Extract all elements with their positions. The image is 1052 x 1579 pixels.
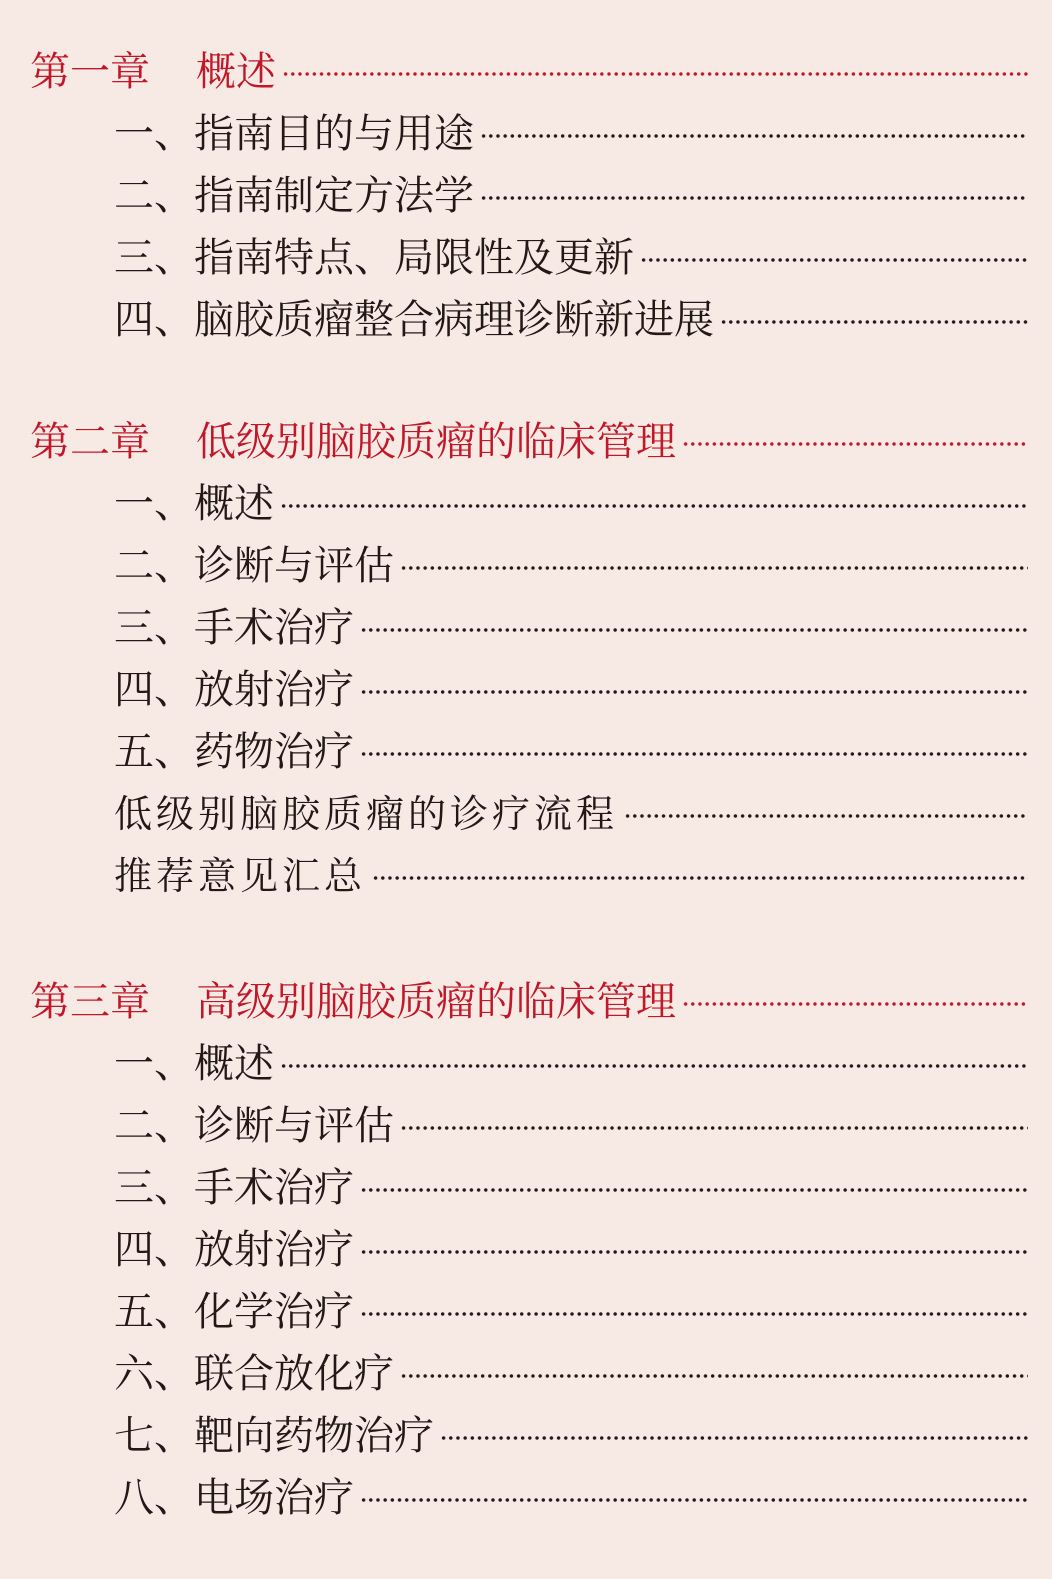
dot-leader bbox=[360, 1497, 1028, 1503]
entry-label: 五、化学治疗 bbox=[114, 1288, 354, 1335]
chapter-3-entry-4[interactable] bbox=[114, 1218, 1028, 1274]
dot-leader bbox=[360, 627, 1028, 633]
dot-leader bbox=[480, 195, 1028, 201]
chapter-2-heading[interactable] bbox=[30, 410, 1028, 466]
chapter-1-entry-3[interactable] bbox=[114, 226, 1028, 282]
dot-leader bbox=[282, 71, 1028, 77]
chapter-3-entry-6[interactable] bbox=[114, 1342, 1028, 1398]
entry-label: 低级别脑胶质瘤的诊疗流程 bbox=[114, 791, 619, 836]
chapter-2-title: 低级别脑胶质瘤的临床管理 bbox=[196, 418, 676, 465]
entry-label: 二、诊断与评估 bbox=[114, 542, 394, 589]
chapter-1-entry-2[interactable] bbox=[114, 164, 1028, 220]
chapter-2-entry-2[interactable] bbox=[114, 534, 1028, 590]
dot-leader bbox=[640, 257, 1028, 263]
entry-label: 四、放射治疗 bbox=[114, 1226, 354, 1273]
dot-leader bbox=[280, 1063, 1028, 1069]
chapter-2-number: 第二章 bbox=[30, 418, 150, 465]
chapter-2-entry-7[interactable] bbox=[114, 844, 1028, 900]
chapter-3-entry-7[interactable] bbox=[114, 1404, 1028, 1460]
dot-leader bbox=[360, 1187, 1028, 1193]
entry-label: 四、放射治疗 bbox=[114, 666, 354, 713]
chapter-3-entry-1[interactable] bbox=[114, 1032, 1028, 1088]
dot-leader bbox=[480, 133, 1028, 139]
dot-leader bbox=[372, 875, 1028, 881]
dot-leader bbox=[360, 751, 1028, 757]
entry-label: 五、药物治疗 bbox=[114, 728, 354, 775]
chapter-2-entry-1[interactable] bbox=[114, 472, 1028, 528]
entry-label: 一、概述 bbox=[114, 1040, 274, 1087]
entry-label: 三、手术治疗 bbox=[114, 1164, 354, 1211]
entry-label: 七、靶向药物治疗 bbox=[114, 1412, 434, 1459]
entry-label: 三、手术治疗 bbox=[114, 604, 354, 651]
chapter-1-entry-1[interactable] bbox=[114, 102, 1028, 158]
dot-leader bbox=[360, 689, 1028, 695]
entry-label: 六、联合放化疗 bbox=[114, 1350, 394, 1397]
chapter-1-title: 概述 bbox=[196, 48, 276, 95]
chapter-2-entry-5[interactable] bbox=[114, 720, 1028, 776]
entry-label: 四、脑胶质瘤整合病理诊断新进展 bbox=[114, 296, 714, 343]
entry-label: 一、概述 bbox=[114, 480, 274, 527]
chapter-2-entry-3[interactable] bbox=[114, 596, 1028, 652]
dot-leader bbox=[440, 1435, 1028, 1441]
dot-leader bbox=[624, 813, 1028, 819]
chapter-2-entry-4[interactable] bbox=[114, 658, 1028, 714]
chapter-3-entry-3[interactable] bbox=[114, 1156, 1028, 1212]
entry-label: 二、指南制定方法学 bbox=[114, 172, 474, 219]
chapter-3-entry-5[interactable] bbox=[114, 1280, 1028, 1336]
entry-label: 八、电场治疗 bbox=[114, 1474, 354, 1521]
dot-leader bbox=[400, 565, 1028, 571]
chapter-1-heading[interactable] bbox=[30, 40, 1028, 96]
chapter-3-number: 第三章 bbox=[30, 978, 150, 1025]
entry-label: 二、诊断与评估 bbox=[114, 1102, 394, 1149]
dot-leader bbox=[280, 503, 1028, 509]
dot-leader bbox=[400, 1373, 1028, 1379]
dot-leader bbox=[360, 1311, 1028, 1317]
entry-label: 推荐意见汇总 bbox=[114, 853, 367, 898]
dot-leader bbox=[400, 1125, 1028, 1131]
chapter-2-entry-6[interactable] bbox=[114, 782, 1028, 838]
chapter-3-entry-8[interactable] bbox=[114, 1466, 1028, 1522]
dot-leader bbox=[720, 319, 1028, 325]
dot-leader bbox=[360, 1249, 1028, 1255]
chapter-3-title: 高级别脑胶质瘤的临床管理 bbox=[196, 978, 676, 1025]
dot-leader bbox=[682, 1001, 1028, 1007]
chapter-1-number: 第一章 bbox=[30, 48, 150, 95]
chapter-3-entry-2[interactable] bbox=[114, 1094, 1028, 1150]
dot-leader bbox=[682, 441, 1028, 447]
entry-label: 三、指南特点、局限性及更新 bbox=[114, 234, 634, 281]
entry-label: 一、指南目的与用途 bbox=[114, 110, 474, 157]
chapter-1-entry-4[interactable] bbox=[114, 288, 1028, 344]
chapter-3-heading[interactable] bbox=[30, 970, 1028, 1026]
